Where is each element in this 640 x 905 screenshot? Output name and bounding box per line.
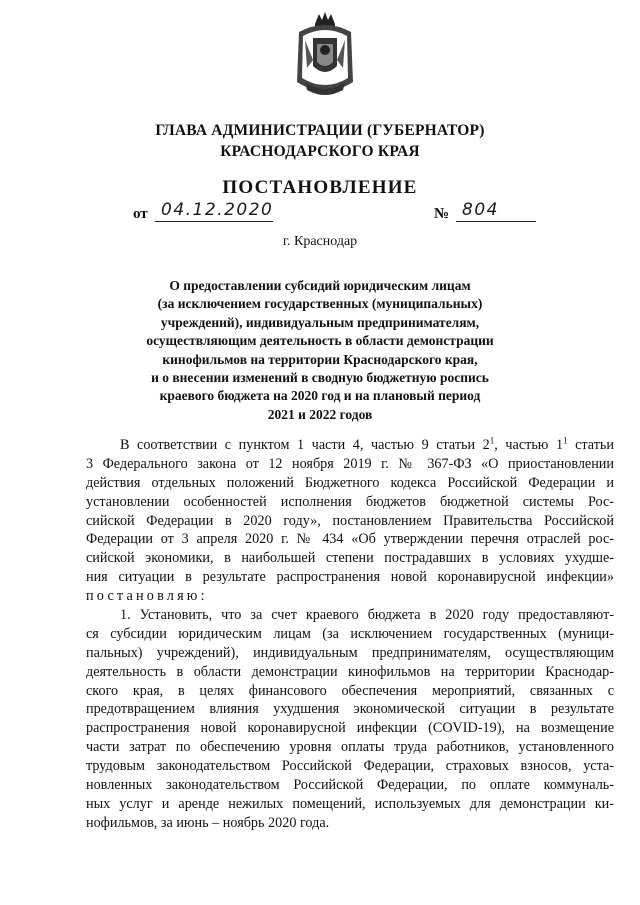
authority-title-line1: ГЛАВА АДМИНИСТРАЦИИ (ГУБЕРНАТОР) <box>155 122 485 139</box>
body-line: части затрат по обеспечению уровня оплаты труда работников, установленного <box>86 739 614 756</box>
body-line: действия отдельных положений Бюджетного кодекса Российской Федерации и <box>86 474 614 491</box>
title-line: 2021 и 2022 годов <box>267 406 373 422</box>
title-line: кинофильмов на территории Краснодарского края, <box>162 351 478 367</box>
superscript: 1 <box>489 435 495 446</box>
superscript: 1 <box>563 435 568 446</box>
document-number-field: 804 <box>456 200 536 222</box>
body-line: Федерации от 3 апреля 2020 г. № 434 «Об утверждении перечня отраслей рос- <box>86 531 614 548</box>
body-line: деятельность в области демонстрации кинофильмов на территории Краснодар- <box>86 663 614 680</box>
body-line: трудовым законодательством Российской Федерации, страховых взносов, уста- <box>86 758 614 775</box>
authority-title-line2: КРАСНОДАРСКОГО КРАЯ <box>220 143 420 160</box>
body-line: установлении особенностей исполнения бюджетов бюджетной системы Рос- <box>86 493 614 510</box>
body-text: В соответствии с пунктом 1 части 4, частью 9 статьи 2 <box>120 437 490 453</box>
title-line: и о внесении изменений в сводную бюджетную роспись <box>151 370 489 386</box>
body-line: 1. Установить, что за счет краевого бюджета в 2020 году предоставляют- <box>120 607 614 624</box>
body-line: сийской экономики, в наибольшей степени пострадавших в условиях ухудше- <box>86 550 614 567</box>
title-line: учреждений), индивидуальным предпринимателям, <box>160 314 480 330</box>
body-line: 3 Федерального закона от 12 ноября 2019 г. № 367-ФЗ «О приостановлении <box>86 455 614 472</box>
title-line: О предоставлении субсидий юридическим лицам <box>169 278 471 293</box>
date-prefix-label: от <box>133 206 148 222</box>
city-line: г. Краснодар <box>282 234 358 249</box>
title-line: (за исключением государственных (муниципальных) <box>157 296 483 312</box>
title-line: краевого бюджета на 2020 год и на плановый период <box>159 388 481 404</box>
body-text: , частью 1 <box>494 437 564 453</box>
body-line: ных услуг и аренде нежилых помещений, используемых для демонстрации ки- <box>86 795 614 812</box>
document-type-heading: ПОСТАНОВЛЕНИЕ <box>222 177 418 198</box>
body-line: нофильмов, за июнь – ноябрь 2020 года. <box>86 814 330 831</box>
body-line: ского края, в целях финансового обеспечения мероприятий, связанных с <box>86 682 614 699</box>
document-date-field: 04.12.2020 <box>155 200 273 222</box>
number-prefix-label: № <box>434 206 450 222</box>
krasnodar-coat-of-arms-icon <box>293 10 357 102</box>
body-line: ся субсидии юридическим лицам (за исключением государственных (муници- <box>86 625 614 642</box>
body-line: сийской Федерации в 2020 году», постановлением Правительства Российской <box>86 512 614 529</box>
body-line: ния ситуации в результате распространения новой коронавирусной инфекции» <box>86 569 614 586</box>
resolve-word: постановляю: <box>86 588 208 605</box>
body-line <box>86 436 614 455</box>
document-title <box>120 277 520 424</box>
document-body <box>86 436 614 833</box>
body-line: предотвращением влияния ухудшения экономической ситуации в результате <box>86 701 614 718</box>
body-text: статьи <box>567 437 614 453</box>
body-line: распространения новой коронавирусной инфекции (COVID-19), на возмещение <box>86 720 614 737</box>
body-line: новленных законодательством Российской Федерации, по оплате коммуналь- <box>86 777 614 794</box>
title-line: осуществляющим деятельность в области демонстрации <box>146 333 494 349</box>
body-line: пальных) учреждений), индивидуальным предпринимателям, осуществляющим <box>86 644 614 661</box>
